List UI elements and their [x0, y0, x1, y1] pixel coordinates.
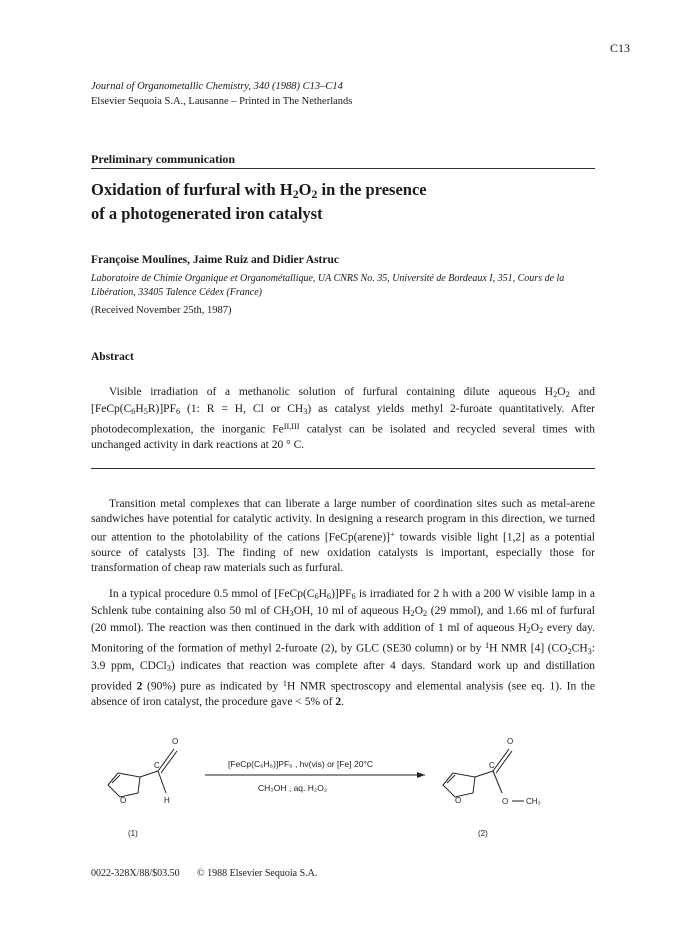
- abstract-heading: Abstract: [91, 351, 134, 363]
- reagent-above-text: [FeCp(C₆H₆)]PF₆ , hν(vis) or [Fe] 20°C: [228, 759, 373, 769]
- ring-oxygen-label: O: [120, 796, 127, 805]
- reactant-label: (1): [128, 829, 138, 838]
- affiliation: Laboratoire de Chimie Organique et Organométallique, UA CNRS No. 35, Université de Bordeaux I, 351, Cours de la Libération, 33405 Talence Cédex (France): [91, 273, 565, 298]
- article-title: Oxidation of furfural with $H_2O_2$ in the presence of a photogenerated iron catalyst: [91, 180, 427, 223]
- carbon-label: C: [154, 761, 160, 770]
- abstract-divider: [91, 468, 595, 469]
- section-label: Preliminary communication: [91, 152, 236, 166]
- furfural-structure: [108, 749, 177, 797]
- footer-code: 0022-328X/88/$03.50: [91, 868, 180, 879]
- journal-citation: Journal of Organometallic Chemistry, 340 (1988) C13–C14: [91, 81, 343, 92]
- ester-oxygen-label: O: [502, 797, 509, 806]
- methyl-furoate-structure: [443, 749, 524, 801]
- product-carbon-label: C: [489, 761, 495, 770]
- reagent-below-text: CH₃OH , aq. H₂O₂: [258, 783, 328, 793]
- arrow-head: [417, 772, 425, 778]
- page-number: C13: [610, 41, 631, 55]
- hydrogen-label: H: [164, 796, 170, 805]
- abstract-text: Visible irradiation of a methanolic solution of furfural containing dilute aqueous $H_2O_2$ and $[FeCp(C_6H_5R)]PF_6$ (1: R = H, Cl or $CH_3$) as catalyst yields methyl 2-furoate quantitatively. After photodecomplexation, the inorganic $Fe^{II,III}$ catalyst can be isolated and recycled several times with unchanged activity in dark reactions at 20 ° C.: [91, 386, 596, 451]
- body-paragraph-2: In a typical procedure 0.5 mmol of $[FeCp(C_6H_6)]PF_6$ is irradiated for 2 h with a 200 W visible lamp in a Schlenk tube containing also 50 ml of $CH_3OH$, 10 ml of aqueous $H_2O_2$ (29 mmol), and 1.66 ml of furfural (20 mmol). The reaction was then continued in the dark with addition of 1 ml of aqueous $H_2O_2$ every day. Monitoring of the formation of methyl 2-furoate (2), by GLC (SE30 column) or by $^1$H NMR [4] ($CO_2CH_3$: 3.9 ppm, CDCl$_3$) indicates that reaction was complete after 4 days. Standard work up and distillation provided 2 (90%) pure as indicated by $^1$H NMR spectroscopy and elemental analysis (see eq. 1). In the absence of iron catalyst, the procedure gave < 5% of 2.: [91, 588, 595, 708]
- carbonyl-oxygen-label: O: [172, 737, 179, 746]
- publisher-line: Elsevier Sequoia S.A., Lausanne – Printed in The Netherlands: [91, 96, 353, 107]
- received-date: (Received November 25th, 1987): [91, 305, 232, 316]
- authors: Françoise Moulines, Jaime Ruiz and Didier Astruc: [91, 254, 339, 266]
- methyl-label: CH₃: [526, 797, 541, 806]
- product-carbonyl-oxygen-label: O: [507, 737, 514, 746]
- product-label: (2): [478, 829, 488, 838]
- body-paragraph-1: Transition metal complexes that can liberate a large number of coordination sites such as metal-arene sandwiches have potential for catalytic activity. In designing a research program in this direction, we turned our attention to the photolability of the cations [FeCp(arene)]+ towards visible light [1,2] as a potential source of catalysts [3]. The finding of new oxidation catalysts is important, especially those for transformation of cheap raw materials such as furfural.: [91, 498, 596, 574]
- reaction-scheme: [100, 735, 580, 850]
- footer-copyright: © 1988 Elsevier Sequoia S.A.: [197, 868, 318, 879]
- header-divider: [91, 168, 595, 169]
- product-ring-oxygen-label: O: [455, 796, 462, 805]
